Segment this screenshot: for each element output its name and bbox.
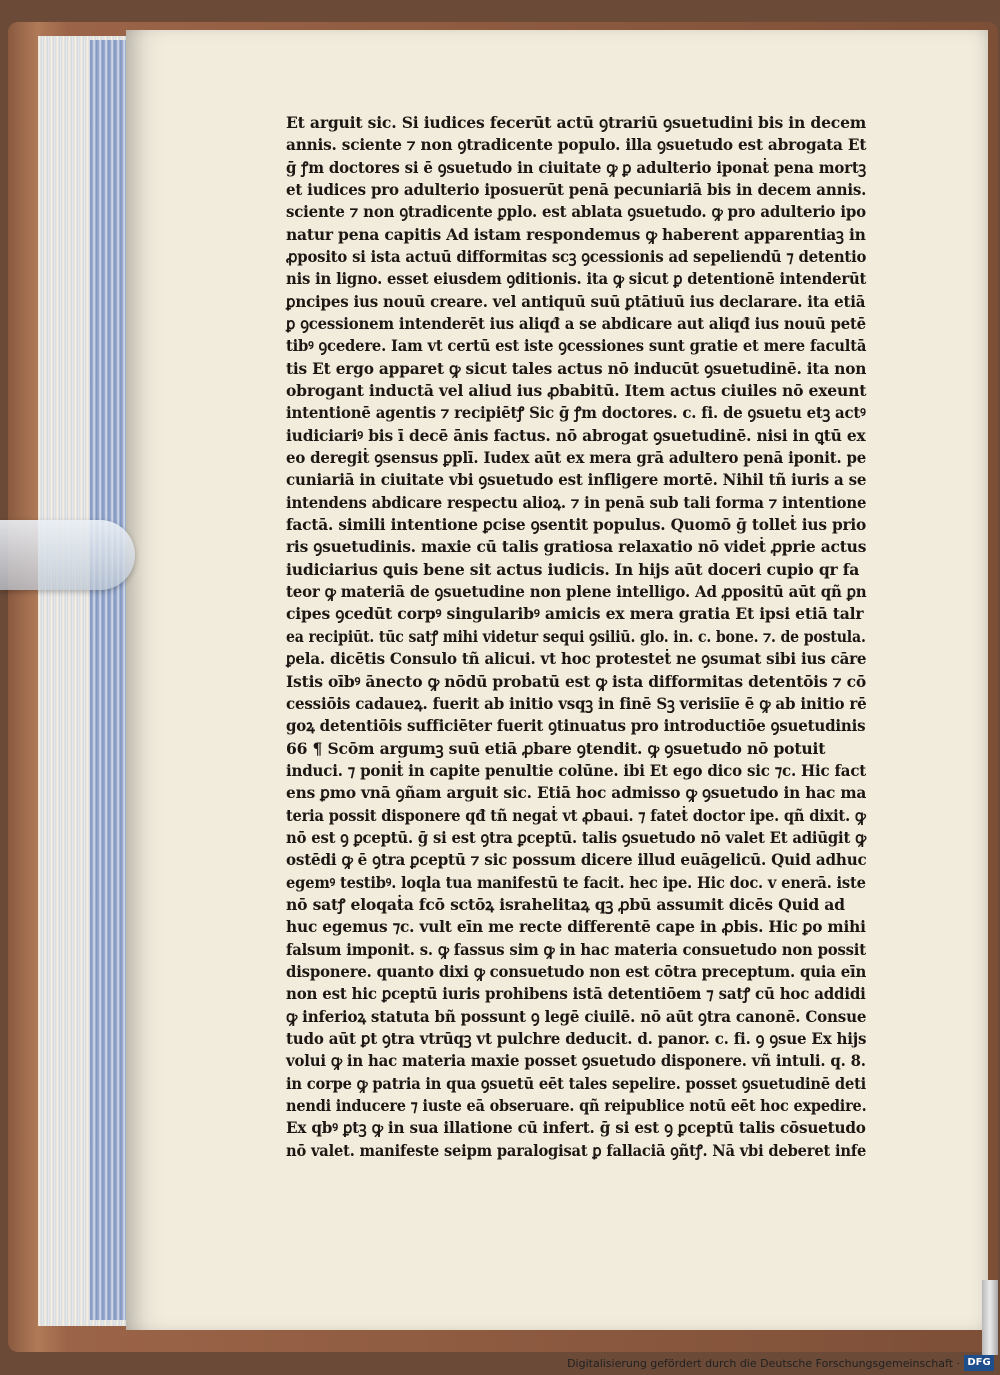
text-block bbox=[286, 112, 866, 1162]
text-line: disponere. quanto dixi ꝙ consuetudo non est cōtra preceptum. quia eīn bbox=[286, 961, 867, 981]
text-line: factā. simili intentione ꝑcise ꝯsentit populus. Quomō ḡ tolleṫ ius prio bbox=[286, 515, 867, 535]
text-line: tis Et ergo apparet ꝙ sicut tales actus nō inducūt ꝯsuetudinē. ita non bbox=[286, 358, 867, 378]
text-line: nendi inducere ⁊ iuste eā obseruare. qñ reipublice notū eēt hoc expedire. bbox=[286, 1095, 867, 1115]
text-line: iudiciariꝰ bis ī decē ānis factus. nō abrogat ꝯsuetudinē. nisi in ꝗtū ex bbox=[286, 425, 866, 445]
text-line: iudiciarius ꝗuis bene sit actus iudicis. In hijs aūt doceri cupio qr fa bbox=[286, 559, 860, 579]
text-line: annis. sciente ⁊ non ꝯtradicente populo. illa ꝯsuetudo est abrogata Et bbox=[286, 135, 867, 155]
text-line: tibꝰ ꝯcedere. Iam vt certū est iste ꝯcessiones sunt gratie et mere facultā bbox=[286, 336, 867, 356]
text-line: induci. ⁊ poniṫ in capite penultie colūne. ibi Et ego dico sic ⁊c. Hic fact bbox=[286, 760, 867, 780]
text-line: nō satꝭ eloqaṫa fcō sctōꝝ israhelitaꝝ qꝫ ꝓbū assumit dicēs Quid ad bbox=[286, 894, 845, 914]
text-line: egemꝰ testibꝰ. loqla tua manifestū te facit. hec ipe. Hic doc. v enerā. iste bbox=[286, 872, 866, 892]
bookmark-clip bbox=[0, 520, 135, 590]
text-line: cessiōis cadaueꝝ. fuerit ab initio vsqꝫ in finē Sꝫ verisiīe ē ꝙ ab initio rē bbox=[286, 693, 867, 713]
text-line: ꝑ ꝯcessionem intenderēt ius aliqđ a se abdicare aut aliqđ ius nouū petē bbox=[286, 314, 866, 334]
text-line: Et arguit sic. Si iudices fecerūt actū ꝯtrariū ꝯsuetudini bis in decem bbox=[286, 113, 867, 132]
text-line: ens ꝑmo vnā ꝯñam arguit sic. Etiā hoc admisso ꝙ ꝯsuetudo in hac ma bbox=[286, 783, 867, 803]
text-line: ꝓposito si ista actuū difformitas scꝫ ꝯcessionis ad sepeliendū ⁊ detentio bbox=[286, 247, 867, 267]
text-line: ꝑncipes ius nouū creare. vel antiquū suū ꝑtātiuū ius declarare. ita etiā bbox=[286, 291, 866, 311]
text-line: in corpe ꝙ patria in qua ꝯsuetū eēt tales sepelire. posset ꝯsuetudinē deti bbox=[286, 1073, 867, 1093]
text-line: et iudices pro adulterio iposuerūt penā pecuniariā bis in decem annis. bbox=[286, 180, 867, 200]
digitization-credit: Digitalisierung gefördert durch die Deutsche Forschungsgemeinschaft · bbox=[567, 1357, 960, 1370]
dfg-logo: DFG bbox=[964, 1355, 994, 1371]
text-line: Ex qbꝰ ꝑtꝫ ꝙ in sua illatione cū infert. ḡ si est ꝯ ꝑceptū talis cōsuetudo bbox=[286, 1118, 866, 1138]
text-line: ꝑela. dicētis Consulo tñ alicui. vt hoc protesteṫ ne ꝯsumat sibi ius cāre bbox=[286, 649, 867, 669]
text-line: teor ꝙ materiā de ꝯsuetudine non plene intelligo. Ad ꝓpositū aūt qñ ꝑn bbox=[286, 582, 867, 602]
text-line: eo deregiṫ ꝯsensus ꝑplī. Iudex aūt ex mera grā adultero penā iponit. pe bbox=[286, 448, 867, 468]
text-line: sciente ⁊ non ꝯtradicente ꝑplo. est ablata ꝯsuetudo. ꝙ pro adulterio ipo bbox=[286, 202, 866, 222]
text-line: falsum imponit. s. ꝙ fassus sim ꝙ in hac materia consuetudo non possit bbox=[286, 939, 866, 959]
text-line: non est hic ꝑceptū iuris prohibens istā detentiōem ⁊ satꝭ cū hoc addidi bbox=[286, 984, 866, 1004]
text-line: nō valet. manifeste seipm paralogisat ꝑ fallaciā ꝯñtꝭ. Nā vbi deberet infe bbox=[286, 1140, 867, 1160]
text-line: ea recipiūt. tūc satꝭ mihi videtur sequi ꝯsiliū. glo. in. c. bone. ⁊. de postula. bbox=[286, 626, 866, 646]
text-line: cipes ꝯcedūt corpꝰ singularibꝰ amicis ex mera gratia Et ipsi etiā talr bbox=[286, 604, 864, 624]
text-line: huc egemus ⁊c. vult eīn me recte differentē cape in ꝓbis. Hic ꝑo mihi bbox=[286, 917, 866, 937]
text-line: nō est ꝯ ꝑceptū. ḡ si est ꝯtra ꝑceptū. talis ꝯsuetudo nō valet Et adiūgit ꝙ bbox=[286, 827, 867, 847]
text-line: 66 ¶ Scōm argumꝫ suū etiā ꝓbare ꝯtendit. ꝙ ꝯsuetudo nō potuit bbox=[286, 738, 826, 758]
text-line: ris ꝯsuetudinis. maxie cū talis gratiosa relaxatio nō videṫ ꝓprie actus bbox=[286, 537, 867, 557]
text-line: ostēdi ꝙ ē ꝯtra ꝑceptū ⁊ sic possum dicere illud euāgelicū. Quid adhuc bbox=[286, 850, 867, 870]
text-line: obrogant inductā vel aliud ius ꝓbabitū. Item actus ciuiles nō exeunt bbox=[286, 381, 867, 401]
text-line: ḡ ꝭm doctores si ē ꝯsuetudo in ciuitate ꝙ ꝑ adulterio iponaṫ pena mortꝫ bbox=[286, 157, 867, 177]
text-line: Istis oībꝰ ānecto ꝙ nōdū probatū est ꝙ ista difformitas detentōis ⁊ cō bbox=[286, 671, 867, 691]
text-line: ꝙ inferioꝝ statuta bñ possunt ꝯ legē ciuilē. nō aūt ꝯtra canonē. Consue bbox=[286, 1006, 867, 1026]
text-line: goꝝ detentiōis sufficiēter fuerit ꝯtinuatus pro introductiōe ꝯsuetudinis bbox=[286, 716, 866, 736]
text-line: intendens abdicare respectu alioꝝ. ⁊ in penā sub tali forma ⁊ intentione bbox=[286, 492, 867, 512]
text-line: intentionē agentis ⁊ recipiētꝭ Sic ḡ ꝭm doctores. c. fi. de ꝯsuetu etꝫ actꝰ bbox=[286, 403, 866, 423]
text-line: nis in ligno. esset eiusdem ꝯditionis. ita ꝙ sicut ꝑ detentionē intenderūt bbox=[286, 269, 867, 289]
text-line: teria possit disponere qđ tñ negaṫ vt ꝓbaui. ⁊ fateṫ doctor ipe. qñ dixit. ꝙ bbox=[286, 805, 866, 825]
blue-edge-stain bbox=[90, 40, 126, 1320]
text-line: tudo aūt ꝑt ꝯtra vtrūqꝫ vt pulchre deducit. d. panor. c. fi. ꝯ ꝯsue Ex hijs bbox=[286, 1028, 867, 1048]
text-line: cuniariā in ciuitate vbi ꝯsuetudo est infligere mortē. Nihil tñ iuris a se bbox=[286, 470, 867, 490]
ribbon-marker bbox=[982, 1280, 998, 1355]
text-line: natur pena capitis Ad istam respondemus ꝙ haberent apparentiaꝫ in bbox=[286, 224, 866, 244]
text-line: volui ꝙ in hac materia maxie posset ꝯsuetudo disponere. vñ intuli. q. 8. bbox=[286, 1051, 866, 1071]
